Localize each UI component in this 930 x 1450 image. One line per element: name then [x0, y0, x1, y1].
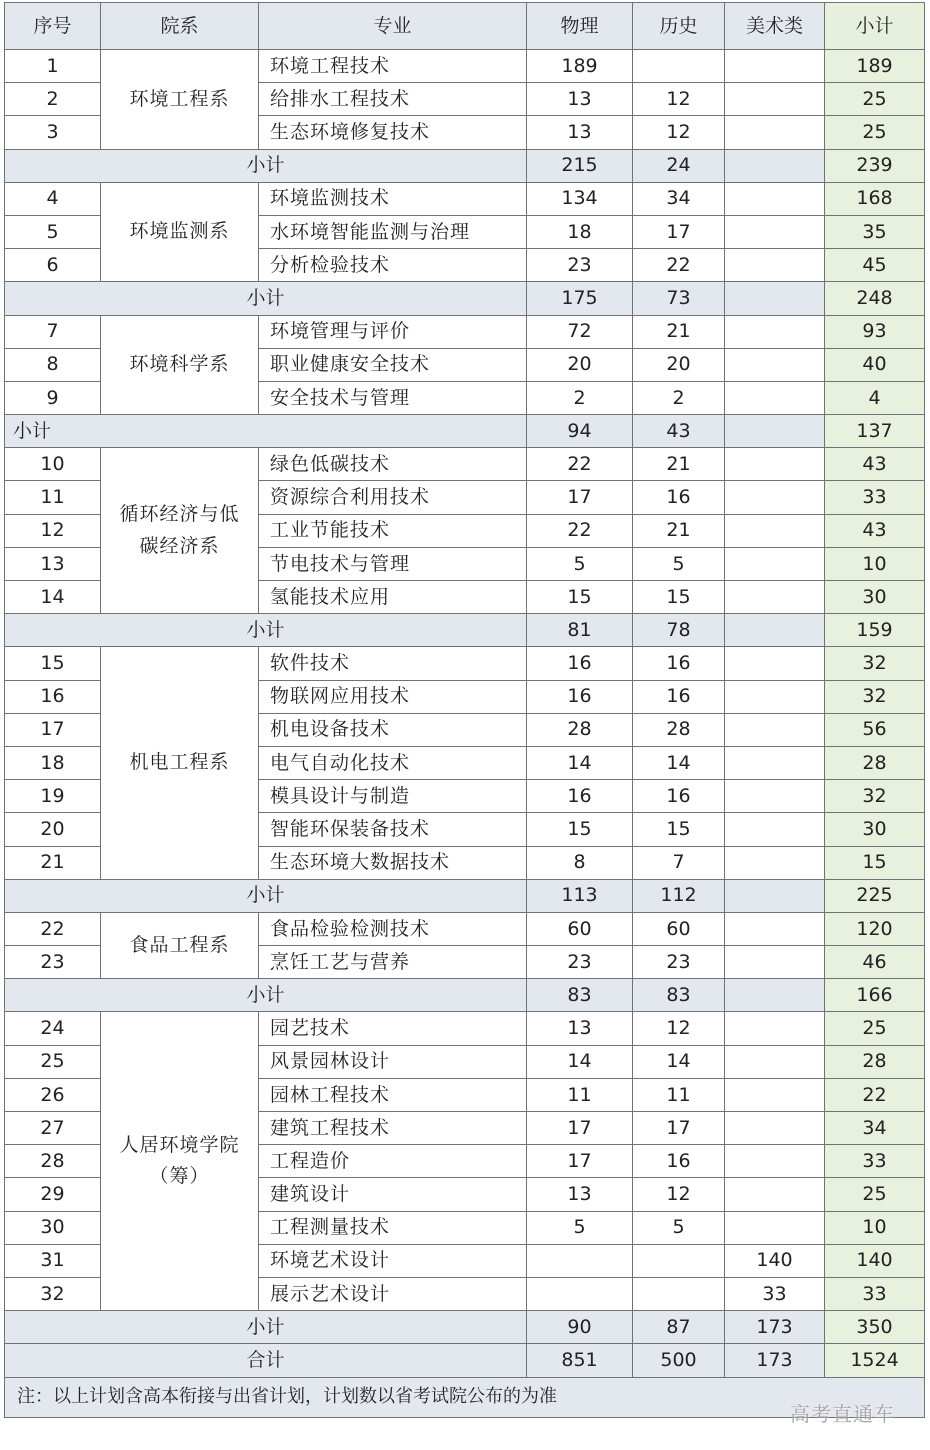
- department-subtotal-art: [725, 614, 825, 647]
- physics-cell: 17: [527, 1112, 633, 1145]
- subtotal-cell: 43: [825, 514, 925, 547]
- row-index: 10: [5, 448, 101, 481]
- enrollment-plan-sheet: [4, 2, 925, 1418]
- row-index: 2: [5, 83, 101, 116]
- department-subtotal-total: 248: [825, 282, 925, 315]
- subtotal-cell: 4: [825, 381, 925, 414]
- major-cell: 模具设计与制造: [259, 780, 527, 813]
- physics-cell: 72: [527, 315, 633, 348]
- art-cell: [725, 746, 825, 779]
- department-subtotal-art: [725, 979, 825, 1012]
- department-cell: 循环经济与低碳经济系: [101, 448, 259, 614]
- subtotal-cell: 93: [825, 315, 925, 348]
- table-row: [5, 1012, 925, 1045]
- row-index: 15: [5, 647, 101, 680]
- department-cell: 食品工程系: [101, 912, 259, 978]
- art-cell: [725, 50, 825, 83]
- major-cell: 食品检验检测技术: [259, 912, 527, 945]
- department-subtotal-art: [725, 879, 825, 912]
- row-index: 20: [5, 813, 101, 846]
- history-cell: [633, 1277, 725, 1310]
- history-cell: 17: [633, 1112, 725, 1145]
- history-cell: 12: [633, 83, 725, 116]
- physics-cell: [527, 1277, 633, 1310]
- department-subtotal-total: 159: [825, 614, 925, 647]
- history-cell: 21: [633, 315, 725, 348]
- department-subtotal-row: [5, 282, 925, 315]
- subtotal-cell: 32: [825, 647, 925, 680]
- physics-cell: 13: [527, 83, 633, 116]
- subtotal-cell: 10: [825, 547, 925, 580]
- history-cell: 17: [633, 215, 725, 248]
- department-subtotal-history: 87: [633, 1311, 725, 1344]
- table-row: [5, 448, 925, 481]
- row-index: 16: [5, 680, 101, 713]
- row-index: 31: [5, 1244, 101, 1277]
- physics-cell: 28: [527, 713, 633, 746]
- header-cell-physics: 物理: [527, 3, 633, 50]
- row-index: 6: [5, 249, 101, 282]
- department-subtotal-total: 137: [825, 415, 925, 448]
- history-cell: [633, 1244, 725, 1277]
- history-cell: 5: [633, 547, 725, 580]
- art-cell: [725, 182, 825, 215]
- row-index: 5: [5, 215, 101, 248]
- art-cell: [725, 514, 825, 547]
- subtotal-cell: 15: [825, 846, 925, 879]
- department-subtotal-physics: 113: [527, 879, 633, 912]
- row-index: 25: [5, 1045, 101, 1078]
- art-cell: [725, 381, 825, 414]
- physics-cell: 8: [527, 846, 633, 879]
- grand-total-subtotal: 1524: [825, 1344, 925, 1377]
- history-cell: 22: [633, 249, 725, 282]
- physics-cell: 134: [527, 182, 633, 215]
- header-cell-history: 历史: [633, 3, 725, 50]
- subtotal-cell: 32: [825, 680, 925, 713]
- department-subtotal-label: 小计: [5, 614, 527, 647]
- history-cell: 16: [633, 680, 725, 713]
- department-subtotal-physics: 83: [527, 979, 633, 1012]
- department-subtotal-history: 43: [633, 415, 725, 448]
- art-cell: [725, 348, 825, 381]
- row-index: 22: [5, 912, 101, 945]
- art-cell: [725, 1211, 825, 1244]
- department-cell: 环境监测系: [101, 182, 259, 282]
- physics-cell: 11: [527, 1078, 633, 1111]
- grand-total-physics: 851: [527, 1344, 633, 1377]
- row-index: 3: [5, 116, 101, 149]
- history-cell: 2: [633, 381, 725, 414]
- department-subtotal-physics: 215: [527, 149, 633, 182]
- department-subtotal-history: 112: [633, 879, 725, 912]
- physics-cell: 18: [527, 215, 633, 248]
- header-cell-subtotal: 小计: [825, 3, 925, 50]
- row-index: 11: [5, 481, 101, 514]
- row-index: 14: [5, 581, 101, 614]
- department-subtotal-label: 小计: [5, 979, 527, 1012]
- major-cell: 展示艺术设计: [259, 1277, 527, 1310]
- row-index: 17: [5, 713, 101, 746]
- subtotal-cell: 46: [825, 946, 925, 979]
- history-cell: 14: [633, 746, 725, 779]
- row-index: 28: [5, 1145, 101, 1178]
- major-cell: 氢能技术应用: [259, 581, 527, 614]
- physics-cell: 5: [527, 1211, 633, 1244]
- watermark-text: 高考直通车: [790, 1402, 895, 1426]
- history-cell: 15: [633, 813, 725, 846]
- row-index: 24: [5, 1012, 101, 1045]
- department-subtotal-row: [5, 415, 925, 448]
- subtotal-cell: 25: [825, 83, 925, 116]
- major-cell: 电气自动化技术: [259, 746, 527, 779]
- art-cell: 140: [725, 1244, 825, 1277]
- grand-total-history: 500: [633, 1344, 725, 1377]
- subtotal-cell: 25: [825, 1178, 925, 1211]
- history-cell: 11: [633, 1078, 725, 1111]
- major-cell: 物联网应用技术: [259, 680, 527, 713]
- row-index: 8: [5, 348, 101, 381]
- major-cell: 软件技术: [259, 647, 527, 680]
- major-cell: 建筑设计: [259, 1178, 527, 1211]
- physics-cell: 16: [527, 780, 633, 813]
- physics-cell: 23: [527, 249, 633, 282]
- subtotal-cell: 33: [825, 481, 925, 514]
- subtotal-cell: 30: [825, 581, 925, 614]
- subtotal-cell: 28: [825, 746, 925, 779]
- subtotal-cell: 189: [825, 50, 925, 83]
- major-cell: 环境工程技术: [259, 50, 527, 83]
- header-cell-art: 美术类: [725, 3, 825, 50]
- row-index: 23: [5, 946, 101, 979]
- header-cell-major: 专业: [259, 3, 527, 50]
- art-cell: 33: [725, 1277, 825, 1310]
- department-subtotal-label: 小计: [5, 1311, 527, 1344]
- major-cell: 园艺技术: [259, 1012, 527, 1045]
- major-cell: 工程造价: [259, 1145, 527, 1178]
- grand-total-art: 173: [725, 1344, 825, 1377]
- subtotal-cell: 45: [825, 249, 925, 282]
- department-subtotal-total: 166: [825, 979, 925, 1012]
- header-row: [5, 3, 925, 50]
- major-cell: 环境艺术设计: [259, 1244, 527, 1277]
- row-index: 30: [5, 1211, 101, 1244]
- physics-cell: 14: [527, 746, 633, 779]
- history-cell: 28: [633, 713, 725, 746]
- department-subtotal-row: [5, 614, 925, 647]
- department-subtotal-total: 350: [825, 1311, 925, 1344]
- art-cell: [725, 83, 825, 116]
- major-cell: 绿色低碳技术: [259, 448, 527, 481]
- subtotal-cell: 35: [825, 215, 925, 248]
- physics-cell: 13: [527, 116, 633, 149]
- table-row: [5, 50, 925, 83]
- department-subtotal-art: [725, 282, 825, 315]
- table-row: [5, 912, 925, 945]
- subtotal-cell: 140: [825, 1244, 925, 1277]
- department-subtotal-label: 小计: [5, 282, 527, 315]
- header-cell-index: 序号: [5, 3, 101, 50]
- row-index: 13: [5, 547, 101, 580]
- major-cell: 环境监测技术: [259, 182, 527, 215]
- grand-total-row: [5, 1344, 925, 1377]
- major-cell: 生态环境大数据技术: [259, 846, 527, 879]
- subtotal-cell: 40: [825, 348, 925, 381]
- physics-cell: 5: [527, 547, 633, 580]
- department-subtotal-physics: 94: [527, 415, 633, 448]
- department-subtotal-art: [725, 415, 825, 448]
- art-cell: [725, 780, 825, 813]
- row-index: 1: [5, 50, 101, 83]
- physics-cell: 20: [527, 348, 633, 381]
- department-subtotal-history: 73: [633, 282, 725, 315]
- subtotal-cell: 33: [825, 1277, 925, 1310]
- major-cell: 工业节能技术: [259, 514, 527, 547]
- row-index: 9: [5, 381, 101, 414]
- table-body: [5, 50, 925, 1344]
- department-subtotal-row: [5, 1311, 925, 1344]
- note-row: [5, 1377, 925, 1417]
- row-index: 4: [5, 182, 101, 215]
- physics-cell: 13: [527, 1178, 633, 1211]
- physics-cell: 22: [527, 448, 633, 481]
- art-cell: [725, 1112, 825, 1145]
- history-cell: 15: [633, 581, 725, 614]
- subtotal-cell: 22: [825, 1078, 925, 1111]
- major-cell: 资源综合利用技术: [259, 481, 527, 514]
- subtotal-cell: 33: [825, 1145, 925, 1178]
- department-subtotal-history: 78: [633, 614, 725, 647]
- major-cell: 分析检验技术: [259, 249, 527, 282]
- department-subtotal-history: 24: [633, 149, 725, 182]
- history-cell: 12: [633, 1178, 725, 1211]
- department-subtotal-label: 小计: [5, 149, 527, 182]
- table-row: [5, 647, 925, 680]
- history-cell: 7: [633, 846, 725, 879]
- department-subtotal-physics: 81: [527, 614, 633, 647]
- table-row: [5, 315, 925, 348]
- art-cell: [725, 713, 825, 746]
- physics-cell: 16: [527, 680, 633, 713]
- department-cell: 环境科学系: [101, 315, 259, 415]
- art-cell: [725, 215, 825, 248]
- department-subtotal-history: 83: [633, 979, 725, 1012]
- subtotal-cell: 120: [825, 912, 925, 945]
- enrollment-plan-table: [4, 2, 925, 1418]
- history-cell: 23: [633, 946, 725, 979]
- art-cell: [725, 448, 825, 481]
- major-cell: 建筑工程技术: [259, 1112, 527, 1145]
- major-cell: 职业健康安全技术: [259, 348, 527, 381]
- subtotal-cell: 30: [825, 813, 925, 846]
- physics-cell: [527, 1244, 633, 1277]
- history-cell: 60: [633, 912, 725, 945]
- major-cell: 风景园林设计: [259, 1045, 527, 1078]
- row-index: 18: [5, 746, 101, 779]
- major-cell: 给排水工程技术: [259, 83, 527, 116]
- department-subtotal-total: 239: [825, 149, 925, 182]
- history-cell: 34: [633, 182, 725, 215]
- major-cell: 园林工程技术: [259, 1078, 527, 1111]
- subtotal-cell: 32: [825, 780, 925, 813]
- subtotal-cell: 28: [825, 1045, 925, 1078]
- grand-total-label: 合计: [5, 1344, 527, 1377]
- physics-cell: 2: [527, 381, 633, 414]
- table-row: [5, 182, 925, 215]
- physics-cell: 17: [527, 1145, 633, 1178]
- subtotal-cell: 168: [825, 182, 925, 215]
- row-index: 7: [5, 315, 101, 348]
- art-cell: [725, 1045, 825, 1078]
- department-subtotal-art: [725, 149, 825, 182]
- department-subtotal-physics: 175: [527, 282, 633, 315]
- history-cell: 5: [633, 1211, 725, 1244]
- row-index: 19: [5, 780, 101, 813]
- history-cell: 12: [633, 1012, 725, 1045]
- history-cell: 16: [633, 780, 725, 813]
- major-cell: 智能环保装备技术: [259, 813, 527, 846]
- row-index: 26: [5, 1078, 101, 1111]
- department-subtotal-row: [5, 879, 925, 912]
- art-cell: [725, 946, 825, 979]
- physics-cell: 15: [527, 813, 633, 846]
- row-index: 27: [5, 1112, 101, 1145]
- table-note: 注：以上计划含高本衔接与出省计划，计划数以省考试院公布的为准: [5, 1377, 925, 1417]
- physics-cell: 23: [527, 946, 633, 979]
- major-cell: 机电设备技术: [259, 713, 527, 746]
- physics-cell: 17: [527, 481, 633, 514]
- art-cell: [725, 315, 825, 348]
- major-cell: 生态环境修复技术: [259, 116, 527, 149]
- major-cell: 烹饪工艺与营养: [259, 946, 527, 979]
- art-cell: [725, 249, 825, 282]
- subtotal-cell: 56: [825, 713, 925, 746]
- row-index: 32: [5, 1277, 101, 1310]
- major-cell: 安全技术与管理: [259, 381, 527, 414]
- physics-cell: 15: [527, 581, 633, 614]
- physics-cell: 16: [527, 647, 633, 680]
- major-cell: 环境管理与评价: [259, 315, 527, 348]
- major-cell: 节电技术与管理: [259, 547, 527, 580]
- department-subtotal-art: 173: [725, 1311, 825, 1344]
- art-cell: [725, 1178, 825, 1211]
- physics-cell: 189: [527, 50, 633, 83]
- art-cell: [725, 1145, 825, 1178]
- physics-cell: 14: [527, 1045, 633, 1078]
- department-subtotal-physics: 90: [527, 1311, 633, 1344]
- history-cell: 16: [633, 481, 725, 514]
- history-cell: 14: [633, 1045, 725, 1078]
- history-cell: 16: [633, 1145, 725, 1178]
- art-cell: [725, 547, 825, 580]
- physics-cell: 22: [527, 514, 633, 547]
- art-cell: [725, 647, 825, 680]
- department-subtotal-label: 小计: [5, 415, 527, 448]
- history-cell: [633, 50, 725, 83]
- row-index: 12: [5, 514, 101, 547]
- history-cell: 16: [633, 647, 725, 680]
- physics-cell: 60: [527, 912, 633, 945]
- major-cell: 水环境智能监测与治理: [259, 215, 527, 248]
- subtotal-cell: 34: [825, 1112, 925, 1145]
- history-cell: 21: [633, 514, 725, 547]
- art-cell: [725, 481, 825, 514]
- art-cell: [725, 1012, 825, 1045]
- subtotal-cell: 10: [825, 1211, 925, 1244]
- department-subtotal-label: 小计: [5, 879, 527, 912]
- subtotal-cell: 43: [825, 448, 925, 481]
- history-cell: 21: [633, 448, 725, 481]
- department-subtotal-row: [5, 149, 925, 182]
- art-cell: [725, 846, 825, 879]
- major-cell: 工程测量技术: [259, 1211, 527, 1244]
- subtotal-cell: 25: [825, 116, 925, 149]
- art-cell: [725, 1078, 825, 1111]
- art-cell: [725, 912, 825, 945]
- department-subtotal-total: 225: [825, 879, 925, 912]
- art-cell: [725, 680, 825, 713]
- row-index: 21: [5, 846, 101, 879]
- header-cell-department: 院系: [101, 3, 259, 50]
- art-cell: [725, 813, 825, 846]
- row-index: 29: [5, 1178, 101, 1211]
- department-cell: 环境工程系: [101, 50, 259, 150]
- history-cell: 20: [633, 348, 725, 381]
- subtotal-cell: 25: [825, 1012, 925, 1045]
- physics-cell: 13: [527, 1012, 633, 1045]
- history-cell: 12: [633, 116, 725, 149]
- department-cell: 人居环境学院（筹）: [101, 1012, 259, 1311]
- department-subtotal-row: [5, 979, 925, 1012]
- art-cell: [725, 116, 825, 149]
- art-cell: [725, 581, 825, 614]
- department-cell: 机电工程系: [101, 647, 259, 879]
